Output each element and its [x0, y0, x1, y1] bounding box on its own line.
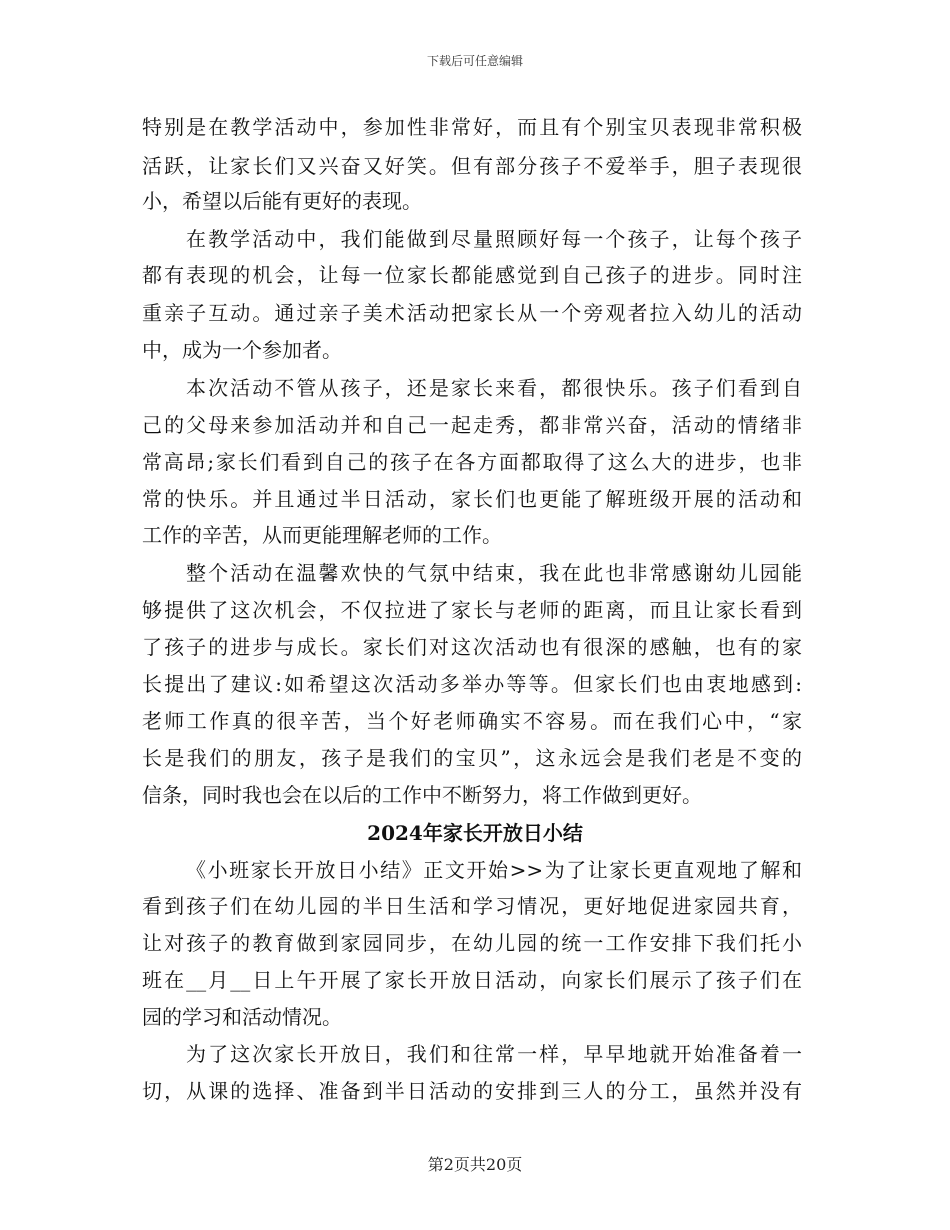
header-note: 下载后可任意编辑 [426, 54, 523, 68]
text-line: 园的学习和活动情况。 [142, 1005, 342, 1029]
text-line: 看到孩子们在幼儿园的半日生活和学习情况，更好地促进家园共育， [142, 894, 802, 918]
text-line: 活跃，让家长们又兴奋又好笑。但有部分孩子不爱举手，胆子表现很 [142, 154, 802, 178]
text-line: 长提出了建议:如希望这次活动多举办等等。但家长们也由衷地感到: [142, 672, 802, 696]
text-line: 长是我们的朋友，孩子是我们的宝贝”，这永远会是我们老是不变的 [142, 746, 802, 770]
text-line: 信条，同时我也会在以后的工作中不断努力，将工作做到更好。 [142, 783, 702, 807]
text-line: 为了这次家长开放日，我们和往常一样，早早地就开始准备着一 [186, 1042, 802, 1066]
text-line: 让对孩子的教育做到家园同步，在幼儿园的统一工作安排下我们托小 [142, 931, 802, 955]
text-line: 整个活动在温馨欢快的气氛中结束，我在此也非常感谢幼儿园能 [186, 561, 802, 585]
text-line: 在教学活动中，我们能做到尽量照顾好每一个孩子，让每个孩子 [186, 227, 802, 251]
section-title: 2024年家长开放日小结 [367, 821, 583, 845]
text-line: 够提供了这次机会，不仅拉进了家长与老师的距离，而且让家长看到 [142, 598, 802, 622]
text-line: 己的父母来参加活动并和自己一起走秀，都非常兴奋，活动的情绪非 [142, 413, 802, 437]
text-line: 常高昂;家长们看到自己的孩子在各方面都取得了这么大的进步，也非 [142, 450, 802, 474]
text-line: 《小班家长开放日小结》正文开始>>为了让家长更直观地了解和 [186, 858, 802, 882]
text-line: 常的快乐。并且通过半日活动，家长们也更能了解班级开展的活动和 [142, 487, 802, 511]
text-line: 工作的辛苦，从而更能理解老师的工作。 [142, 523, 502, 547]
text-line: 都有表现的机会，让每一位家长都能感觉到自己孩子的进步。同时注 [142, 263, 802, 287]
text-line: 本次活动不管从孩子，还是家长来看，都很快乐。孩子们看到自 [186, 376, 802, 400]
text-line: 中，成为一个参加者。 [142, 338, 342, 362]
text-line: 班在__月__日上午开展了家长开放日活动，向家长们展示了孩子们在 [142, 968, 802, 992]
text-line: 了孩子的进步与成长。家长们对这次活动也有很深的感触，也有的家 [142, 635, 802, 659]
text-line: 特别是在教学活动中，参加性非常好，而且有个别宝贝表现非常积极 [142, 115, 802, 139]
page-footer: 第2页共20页 [427, 1155, 523, 1174]
text-line: 老师工作真的很辛苦，当个好老师确实不容易。而在我们心中，“家 [142, 709, 802, 733]
text-line: 重亲子互动。通过亲子美术活动把家长从一个旁观者拉入幼儿的活动 [142, 301, 802, 325]
text-line: 小，希望以后能有更好的表现。 [142, 189, 422, 213]
text-line: 切，从课的选择、准备到半日活动的安排到三人的分工，虽然并没有 [142, 1079, 802, 1103]
